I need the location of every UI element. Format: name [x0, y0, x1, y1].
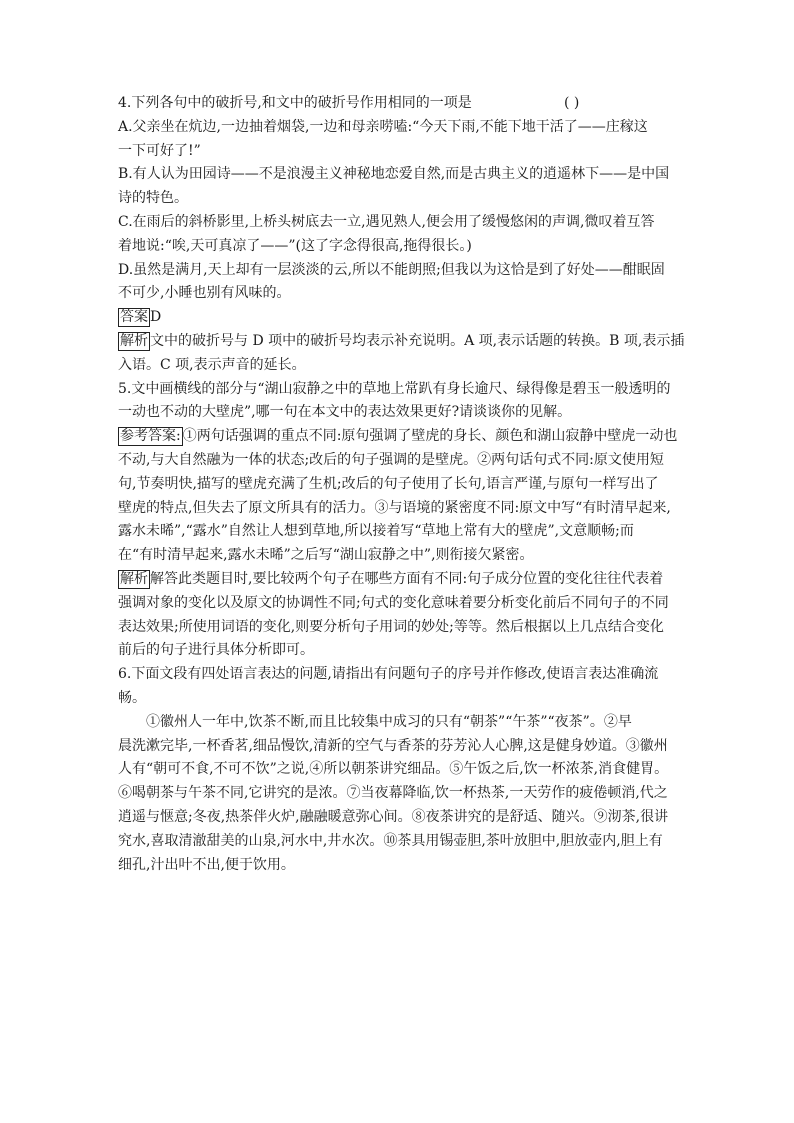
- answer-tag: 答案: [120, 309, 148, 326]
- analysis-tag: 解析: [120, 570, 148, 587]
- q4-stem: 4.下列各句中的破折号,和文中的破折号作用相同的一项是: [118, 95, 472, 111]
- q4-option-d-line1: D.虽然是满月,天上却有一层淡淡的云,所以不能朗照;但我以为这恰是到了好处——酣眠固: [118, 261, 665, 278]
- q4-option-b-line1: B.有人认为田园诗——不是浪漫主义神秘地恋爱自然,而是古典主义的逍遥林下——是中国: [118, 166, 670, 183]
- q5-analysis-line4: 前后的句子进行具体分析即可。: [118, 642, 314, 659]
- q6-passage-line6: 究水,喜取清澈甜美的山泉,河水中,井水次。⑩茶具用锡壶胆,茶叶放胆中,胆放壶内,胆上有: [118, 832, 663, 849]
- q5-stem-line2: 一动也不动的大壁虎”,哪一句在本文中的表达效果更好?请谈谈你的见解。: [118, 404, 572, 421]
- reference-answer-tag: 参考答案:: [120, 428, 181, 445]
- q6-passage-line7: 细孔,汁出叶不出,便于饮用。: [118, 856, 295, 873]
- q6-stem-line1: 6.下面文段有四处语言表达的问题,请指出有问题句子的序号并作修改,使语言表达准确流: [118, 666, 659, 683]
- content: [118, 92, 684, 877]
- q5-ref-line6: 在“有时清早起来,露水未晞”之后写“湖山寂静之中”,则衔接欠紧密。: [118, 547, 534, 564]
- q6-passage-line2: 晨洗漱完毕,一杯香茗,细品慢饮,清新的空气与香茶的芬芳沁人心脾,这是健身妙道。③徽州: [118, 737, 668, 754]
- q4-option-a-line2: 一下可好了!”: [118, 142, 201, 159]
- q4-answer: D: [150, 309, 162, 326]
- q4-stem-line: [118, 92, 684, 116]
- q5-analysis-text: 解答此类题目时,要比较两个句子在哪些方面有不同:句子成分位置的变化往往代表着: [150, 570, 664, 587]
- q6-passage-line5: 逍遥与惬意;冬夜,热茶伴火炉,融融暖意弥心间。⑧夜茶讲究的是舒适、随兴。⑨沏茶,很讲: [118, 808, 669, 825]
- q5-ref-line2: 不动,与大自然融为一体的状态;改后的句子强调的是壁虎。②两句话句式不同:原文使用短: [118, 451, 664, 468]
- q4-option-d-line2: 不可少,小睡也别有风味的。: [118, 285, 291, 302]
- q5-ref-text: ①两句话强调的重点不同:原句强调了壁虎的身长、颜色和湖山寂静中壁虎一动也: [182, 428, 678, 445]
- q4-answer-line: [118, 306, 684, 330]
- q5-ref-line4: 壁虎的特点,但失去了原文所具有的活力。③与语境的紧密度不同:原文中写“有时清早起来,: [118, 499, 671, 516]
- q4-option-c-line1: C.在雨后的斜桥影里,上桥头树底去一立,遇见熟人,便会用了缓慢悠闲的声调,微叹着互答: [118, 213, 655, 230]
- q5-analysis-line2: 强调对象的变化以及原文的协调性不同;句式的变化意味着要分析变化前后不同句子的不同: [118, 594, 669, 611]
- q4-option-b-line2: 诗的特色。: [118, 190, 188, 207]
- q4-answer-blank: ( ): [564, 95, 580, 111]
- q4-analysis-line2: 入语。C 项,表示声音的延长。: [118, 356, 306, 373]
- q6-passage-line1: ①徽州人一年中,饮茶不断,而且比较集中成习的只有“朝茶”“午茶”“夜茶”。②早: [146, 713, 632, 730]
- q4-option-a-line1: A.父亲坐在炕边,一边抽着烟袋,一边和母亲唠嗑:“今天下雨,不能下地干活了——庄稼这: [118, 118, 648, 135]
- q5-ref-line5: 露水未晞”,“露水”自然让人想到草地,所以接着写“草地上常有大的壁虎”,文意顺畅;而: [118, 523, 634, 540]
- analysis-tag: 解析: [120, 332, 148, 349]
- q5-analysis-line1: [118, 568, 684, 592]
- q5-stem-line1: 5.文中画横线的部分与“湖山寂静之中的草地上常趴有身长逾尺、绿得像是碧玉一般透明的: [118, 380, 671, 397]
- q6-passage-line3: 人有“朝可不食,不可不饮”之说,④所以朝茶讲究细品。⑤午饭之后,饮一杯浓茶,消食健胃。: [118, 761, 669, 778]
- q6-stem-line2: 畅。: [118, 689, 146, 706]
- q4-analysis-line1: [118, 330, 684, 354]
- q6-passage-line4: ⑥喝朝茶与午茶不同,它讲究的是浓。⑦当夜幕降临,饮一杯热茶,一天劳作的疲倦顿消,代之: [118, 785, 668, 802]
- q5-ref-line3: 句,节奏明快,描写的壁虎充满了生机;改后的句子使用了长句,语言严谨,与原句一样写出了: [118, 475, 659, 492]
- q5-ref-line1: [118, 425, 684, 449]
- q4-analysis-text: 文中的破折号与 D 项中的破折号均表示补充说明。A 项,表示话题的转换。B 项,表示插: [150, 332, 685, 349]
- q5-analysis-line3: 表达效果;所使用词语的变化,则要分析句子用词的妙处;等等。然后根据以上几点结合变化: [118, 618, 664, 635]
- q4-option-c-line2: 着地说:“唉,天可真凉了——”(这了字念得很高,拖得很长。): [118, 237, 472, 254]
